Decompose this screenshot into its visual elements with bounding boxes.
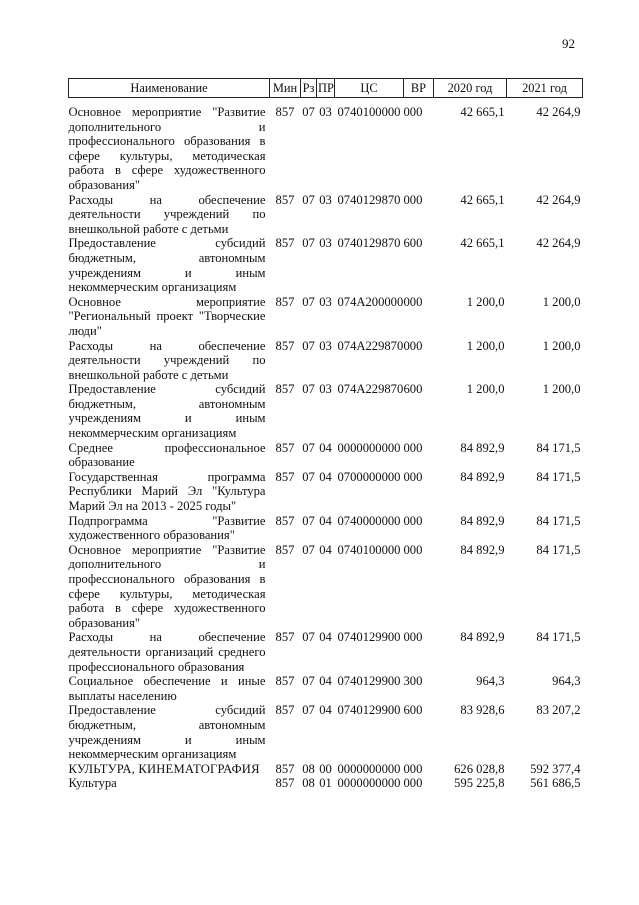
- row-pr: 03: [319, 192, 332, 207]
- row-name: Предоставление субсидий бюджетным, автономным учреждениям и иным некоммерческим организациям: [68, 236, 266, 295]
- row-rz: 08: [302, 761, 315, 776]
- header-2021: 2021 год: [507, 79, 583, 98]
- row-amount-2020: 84 892,9: [460, 630, 505, 645]
- row-cs: 0000000000: [337, 776, 401, 791]
- row-name: Государственная программа Республики Марий Эл "Культура Марий Эл на 2013 - 2025 годы": [68, 469, 266, 514]
- row-cs: 0740100000: [337, 542, 401, 557]
- row-min: 857: [275, 192, 295, 207]
- row-pr: 03: [319, 236, 332, 251]
- row-pr: 04: [319, 674, 332, 689]
- row-amount-2021: 561 686,5: [530, 776, 581, 791]
- row-amount-2021: 42 264,9: [536, 236, 581, 251]
- row-amount-2021: 592 377,4: [530, 761, 581, 776]
- row-pr: 03: [319, 105, 332, 119]
- row-rz: 07: [302, 105, 315, 119]
- row-name: Предоставление субсидий бюджетным, автономным учреждениям и иным некоммерческим организациям: [68, 382, 266, 441]
- row-vr: 000: [403, 338, 423, 353]
- row-pr: 03: [319, 338, 332, 353]
- row-pr: 03: [319, 294, 332, 309]
- row-cs: 074A200000: [337, 294, 404, 309]
- table-row: [69, 543, 583, 631]
- row-rz: 08: [302, 776, 315, 791]
- row-amount-2021: 1 200,0: [542, 294, 581, 309]
- row-pr: 00: [319, 761, 332, 776]
- row-rz: 07: [302, 192, 315, 207]
- row-rz: 07: [302, 382, 315, 397]
- row-pr: 03: [319, 382, 332, 397]
- row-min: 857: [275, 703, 295, 718]
- row-min: 857: [275, 630, 295, 645]
- row-vr: 600: [403, 703, 423, 718]
- row-amount-2020: 1 200,0: [466, 338, 505, 353]
- row-min: 857: [275, 674, 295, 689]
- row-amount-2020: 626 028,8: [454, 761, 505, 776]
- row-rz: 07: [302, 469, 315, 484]
- row-min: 857: [275, 469, 295, 484]
- row-name: Расходы на обеспечение деятельности учреждений по внешкольной работе с детьми: [68, 192, 266, 236]
- row-cs: 074A229870: [337, 338, 404, 353]
- row-cs: 0000000000: [337, 440, 401, 455]
- row-vr: 000: [403, 440, 423, 455]
- row-min: 857: [275, 105, 295, 119]
- row-vr: 000: [403, 469, 423, 484]
- row-name: Расходы на обеспечение деятельности учреждений по внешкольной работе с детьми: [68, 338, 266, 382]
- row-rz: 07: [302, 674, 315, 689]
- row-rz: 07: [302, 703, 315, 718]
- row-amount-2020: 42 665,1: [460, 192, 505, 207]
- row-amount-2020: 1 200,0: [466, 382, 505, 397]
- row-min: 857: [275, 776, 295, 791]
- row-vr: 000: [403, 105, 423, 119]
- row-cs: 0740129900: [337, 674, 401, 689]
- header-rz: Рз: [301, 79, 317, 98]
- row-name: Культура: [68, 776, 117, 791]
- row-rz: 07: [302, 440, 315, 455]
- row-pr: 04: [319, 440, 332, 455]
- table-header: [69, 79, 583, 98]
- row-vr: 300: [403, 674, 423, 689]
- row-rz: 07: [302, 513, 315, 528]
- row-amount-2020: 84 892,9: [460, 542, 505, 557]
- row-cs: 0740129870: [337, 236, 401, 251]
- header-pr: ПР: [317, 79, 335, 98]
- row-vr: 000: [403, 776, 423, 791]
- row-amount-2021: 964,3: [552, 674, 581, 689]
- table-row: [69, 703, 583, 761]
- row-name: Среднее профессиональное образование: [68, 440, 266, 470]
- table-row: [69, 98, 583, 193]
- row-vr: 000: [403, 761, 423, 776]
- table-row: [69, 339, 583, 383]
- row-min: 857: [275, 294, 295, 309]
- row-amount-2020: 42 665,1: [460, 236, 505, 251]
- row-rz: 07: [302, 294, 315, 309]
- header-name: Наименование: [69, 79, 270, 98]
- table-row: [69, 762, 583, 777]
- row-amount-2021: 84 171,5: [536, 542, 581, 557]
- row-vr: 000: [403, 630, 423, 645]
- table-row: [69, 776, 583, 791]
- row-vr: 600: [403, 236, 423, 251]
- row-amount-2020: 1 200,0: [466, 294, 505, 309]
- row-amount-2020: 964,3: [476, 674, 505, 689]
- row-pr: 04: [319, 542, 332, 557]
- table-body: [69, 98, 583, 791]
- row-pr: 04: [319, 703, 332, 718]
- row-pr: 01: [319, 776, 332, 791]
- row-cs: 0000000000: [337, 761, 401, 776]
- row-name: Подпрограмма "Развитие художественного образования": [68, 513, 266, 543]
- page-number: 92: [562, 36, 575, 51]
- row-amount-2021: 83 207,2: [536, 703, 581, 718]
- budget-table: [68, 78, 583, 791]
- row-rz: 07: [302, 630, 315, 645]
- row-amount-2020: 42 665,1: [460, 105, 505, 119]
- row-cs: 074A229870: [337, 382, 404, 397]
- row-amount-2021: 42 264,9: [536, 192, 581, 207]
- row-min: 857: [275, 761, 295, 776]
- row-name: Основное мероприятие "Региональный проект "Творческие люди": [68, 294, 266, 338]
- row-min: 857: [275, 440, 295, 455]
- table-row: [69, 514, 583, 543]
- row-vr: 000: [403, 192, 423, 207]
- row-vr: 000: [403, 513, 423, 528]
- header-row: [69, 79, 583, 98]
- row-amount-2021: 84 171,5: [536, 440, 581, 455]
- row-cs: 0740129900: [337, 703, 401, 718]
- table-row: [69, 295, 583, 339]
- header-cs: ЦС: [335, 79, 404, 98]
- row-amount-2021: 1 200,0: [542, 382, 581, 397]
- table-row: [69, 382, 583, 440]
- header-2020: 2020 год: [434, 79, 507, 98]
- row-cs: 0740129900: [337, 630, 401, 645]
- row-name: Предоставление субсидий бюджетным, автономным учреждениям и иным некоммерческим организациям: [68, 703, 266, 762]
- row-amount-2021: 84 171,5: [536, 469, 581, 484]
- table-row: [69, 470, 583, 514]
- row-amount-2021: 84 171,5: [536, 513, 581, 528]
- row-rz: 07: [302, 338, 315, 353]
- row-cs: 0700000000: [337, 469, 401, 484]
- row-amount-2021: 42 264,9: [536, 105, 581, 119]
- row-cs: 0740129870: [337, 192, 401, 207]
- row-amount-2021: 1 200,0: [542, 338, 581, 353]
- row-cs: 0740000000: [337, 513, 401, 528]
- row-min: 857: [275, 382, 295, 397]
- row-name: Расходы на обеспечение деятельности организаций среднего профессионального образования: [68, 630, 266, 674]
- row-cs: 0740100000: [337, 105, 401, 119]
- row-vr: 600: [403, 382, 423, 397]
- row-name: КУЛЬТУРА, КИНЕМАТОГРАФИЯ: [68, 761, 260, 776]
- row-min: 857: [275, 236, 295, 251]
- header-vr: ВР: [404, 79, 434, 98]
- row-pr: 04: [319, 513, 332, 528]
- table-row: [69, 441, 583, 470]
- row-min: 857: [275, 513, 295, 528]
- table-row: [69, 630, 583, 674]
- row-amount-2020: 84 892,9: [460, 440, 505, 455]
- row-vr: 000: [403, 294, 423, 309]
- row-amount-2020: 83 928,6: [460, 703, 505, 718]
- table-row: [69, 674, 583, 703]
- row-rz: 07: [302, 542, 315, 557]
- row-pr: 04: [319, 469, 332, 484]
- row-name: Социальное обеспечение и иные выплаты населению: [68, 674, 266, 703]
- row-name: Основное мероприятие "Развитие дополнительного и профессионального образования в сфере культуры, методическая работа в сфере художественного образования": [68, 542, 266, 630]
- row-pr: 04: [319, 630, 332, 645]
- row-amount-2020: 84 892,9: [460, 469, 505, 484]
- row-min: 857: [275, 542, 295, 557]
- row-rz: 07: [302, 236, 315, 251]
- row-amount-2020: 595 225,8: [454, 776, 505, 791]
- table-row: [69, 193, 583, 237]
- row-amount-2021: 84 171,5: [536, 630, 581, 645]
- row-min: 857: [275, 338, 295, 353]
- table-row: [69, 236, 583, 294]
- row-vr: 000: [403, 542, 423, 557]
- header-min: Мин: [270, 79, 301, 98]
- row-amount-2020: 84 892,9: [460, 513, 505, 528]
- row-name: Основное мероприятие "Развитие дополнительного и профессионального образования в сфере культуры, методическая работа в сфере художественного образования": [68, 105, 266, 192]
